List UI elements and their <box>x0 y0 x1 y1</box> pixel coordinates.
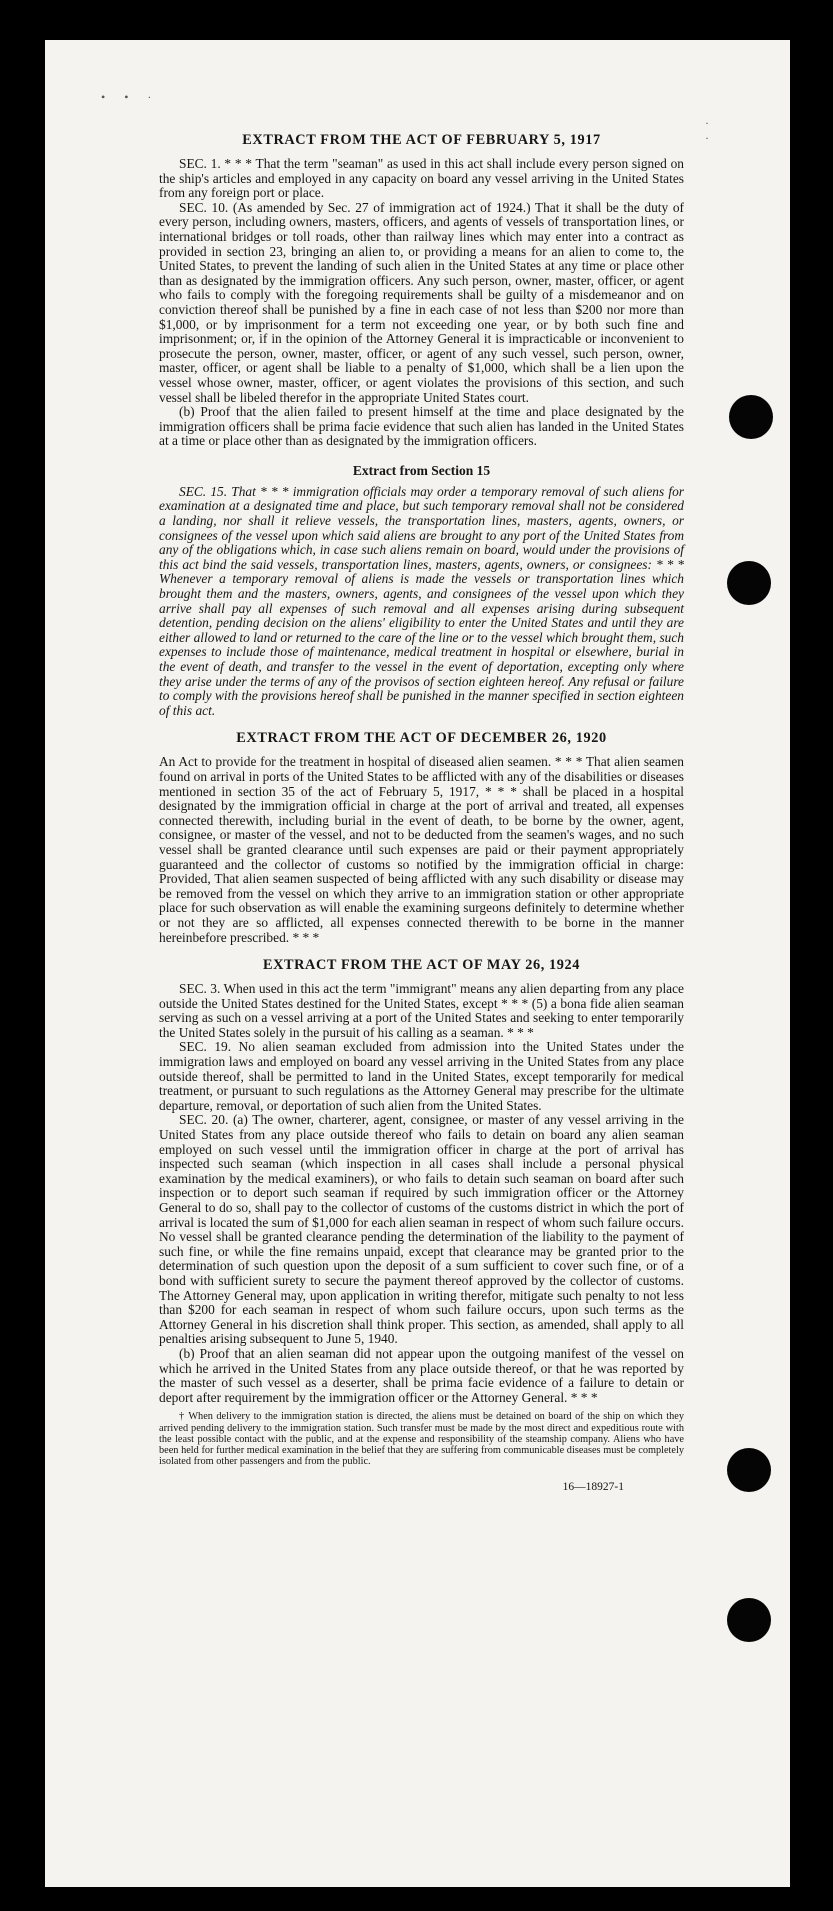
heading-act-1920: EXTRACT FROM THE ACT OF DECEMBER 26, 1920 <box>236 730 607 747</box>
paragraph-sec-20-b: (b) Proof that an alien seaman did not appear upon the outgoing manifest of the vessel on which he arrived in the United States from any place outside thereof, or that he was reported by the master of such vessel as a deserter, shall be prima facie evidence of a failure to detain or deport after requirement by the immigration officer or the Attorney General. * * * <box>159 1345 684 1405</box>
punch-hole <box>727 1448 771 1492</box>
heading-section-15: Extract from Section 15 <box>352 462 491 478</box>
paragraph-sec-10-b: (b) Proof that the alien failed to present himself at the time and place designated by the immigration officers shall be prima facie evidence that such alien has landed in the United States at a time or place other than as designated by the immigration officers. <box>159 404 684 449</box>
punch-hole <box>727 1598 771 1642</box>
text-column <box>159 132 684 1493</box>
heading-act-1917: EXTRACT FROM THE ACT OF FEBRUARY 5, 1917 <box>242 132 601 148</box>
scan-specks: • • · <box>101 90 160 104</box>
paragraph-act-1920: An Act to provide for the treatment in hospital of diseased alien seamen. * * * That alien seamen found on arrival in ports of the United States to be afflicted with any of the disabilities or diseases mentioned in section 35 of the act of February 5, 1917, * * * shall be placed in a hospital designated by the immigration official in charge at the port of arrival and treated, all expenses connected therewith, including burial in the event of death, to be borne by the owner, agent, consignee, or master of the vessel, and not to be deducted from the seamen's wages, and no such vessel shall be granted clearance until such expenses are paid or their payment appropriately guaranteed and the collector of customs so notified by the immigration official in charge: Provided, That alien seamen suspected of being afflicted with any such disability or disease may be removed from the vessel on which they arrive to an immigration station or other appropriate place for such observation as will enable the examining surgeons definitely to determine whether or not they are so afflicted, all expenses connected therewith to be borne in the manner hereinbefore prescribed. * * * <box>159 754 684 945</box>
paragraph-sec-15: SEC. 15. That * * * immigration officials may order a temporary removal of such aliens for examination at a designated time and place, but such temporary removal shall not be considered a landing, nor shall it relieve vessels, the transportation lines, masters, agents, owners, or consignees of the vessel upon which said aliens are brought to any port of the United States from any of the obligations which, in case such aliens remain on board, would under the provisions of this act bind the said vessels, transportation lines, masters, agents, owners, or consignees: * * * Whenever a temporary removal of aliens is made the vessels or transportation lines which brought them and the masters, owners, agents, and consignees of the vessel upon which they arrive shall pay all expenses of such removal and all expenses arising during subsequent detention, pending decision on the aliens' eligibility to enter the United States and until they are either allowed to land or returned to the care of the line or to the vessel which brought them, such expenses to include those of maintenance, medical treatment in hospital or elsewhere, burial in the event of death, and transfer to the vessel in the event of deportation, excepting only where they arise under the terms of any of the provisos of section eighteen hereof. Any refusal or failure to comply with the provisions hereof shall be punished in the manner specified in section eighteen of this act. <box>159 483 684 718</box>
scan-specks-right: · · <box>705 116 743 145</box>
punch-hole <box>727 561 771 605</box>
form-number: 16—18927-1 <box>562 1481 624 1494</box>
heading-act-1924: EXTRACT FROM THE ACT OF MAY 26, 1924 <box>262 957 581 974</box>
paragraph-sec-3: SEC. 3. When used in this act the term "immigrant" means any alien departing from any place outside the United States destined for the United States, except * * * (5) a bona fide alien seaman serving as such on a vessel arriving at a port of the United States and seeking to enter temporarily the United States solely in the pursuit of his calling as a seaman. * * * <box>159 981 684 1040</box>
document-page <box>45 40 790 1887</box>
paragraph-sec-19: SEC. 19. No alien seaman excluded from admission into the United States under the immigration laws and employed on board any vessel arriving in the United States from any place outside thereof, shall be permitted to land in the United States, except temporarily for medical treatment, or pursuant to such regulations as the Attorney General may prescribe for the ultimate departure, removal, or deportation of such alien from the United States. <box>159 1039 684 1113</box>
paragraph-sec-10: SEC. 10. (As amended by Sec. 27 of immigration act of 1924.) That it shall be the duty of every person, including owners, masters, officers, and agents of vessels of transportation lines, or international bridges or toll roads, other than railway lines which may enter into a contract as provided in section 23, bringing an alien to, or providing a means for an alien to come to, the United States, to prevent the landing of such alien in the United States at any time or place other than as designated by the immigration officers. Any such person, owner, master, officer, or agent who fails to comply with the foregoing requirements shall be guilty of a misdemeanor and on conviction thereof shall be punished by a fine in each case of not less than $200 nor more than $1,000, or by imprisonment for a term not exceeding one year, or by both such fine and imprisonment; or, if in the opinion of the Attorney General it is impracticable or inconvenient to prosecute the person, owner, master, officer, or agent of any such vessel, such person, owner, master, officer, or agent shall be liable to a penalty of $1,000, which shall be a lien upon the vessel whose owner, master, officer, or agent violates the provisions of this section, and such vessel shall be libeled therefor in the appropriate United States court. <box>159 199 684 405</box>
punch-hole <box>729 395 773 439</box>
paragraph-sec-1: SEC. 1. * * * That the term "seaman" as used in this act shall include every person signed on the ship's articles and employed in any capacity on board any vessel arriving in the United States from any foreign port or place. <box>159 156 684 201</box>
paragraph-sec-20-a: SEC. 20. (a) The owner, charterer, agent, consignee, or master of any vessel arriving in the United States from any place outside thereof who fails to detain on board any alien seaman employed on such vessel until the immigration officer in charge at the port of arrival has inspected such seaman (which inspection in all cases shall include a personal physical examination by the medical examiners), or who fails to detain such seaman on board after such inspection or to deport such seaman if required by such immigration officer or the Attorney General to do so, shall pay to the collector of customs of the customs district in which the port of arrival is located the sum of $1,000 for each alien seaman in respect of whom such failure occurs. No vessel shall be granted clearance pending the determination of the liability to the payment of such fine, or while the fine remains unpaid, except that clearance may be granted prior to the determination of such question upon the deposit of a sum sufficient to cover such fine, or of a bond with sufficient surety to secure the payment thereof approved by the collector of customs. The Attorney General may, upon application in writing therefor, mitigate such penalty to not less than $200 for each seaman in respect of whom such failure occurs, upon such terms as the Attorney General in his discretion shall think proper. This section, as amended, shall apply to all penalties arising subsequent to June 5, 1940. <box>159 1112 684 1347</box>
footnote: † When delivery to the immigration station is directed, the aliens must be detained on board of the ship on which they arrived pending delivery to the immigration station. Such transfer must be made by the most direct and expeditious route with the least possible contact with the public, and at the expense and responsibility of the steamship company. Aliens who have been held for further medical examination in the belief that they are suffering from communicable diseases must be completely isolated from other passengers and from the public. <box>159 1411 684 1468</box>
